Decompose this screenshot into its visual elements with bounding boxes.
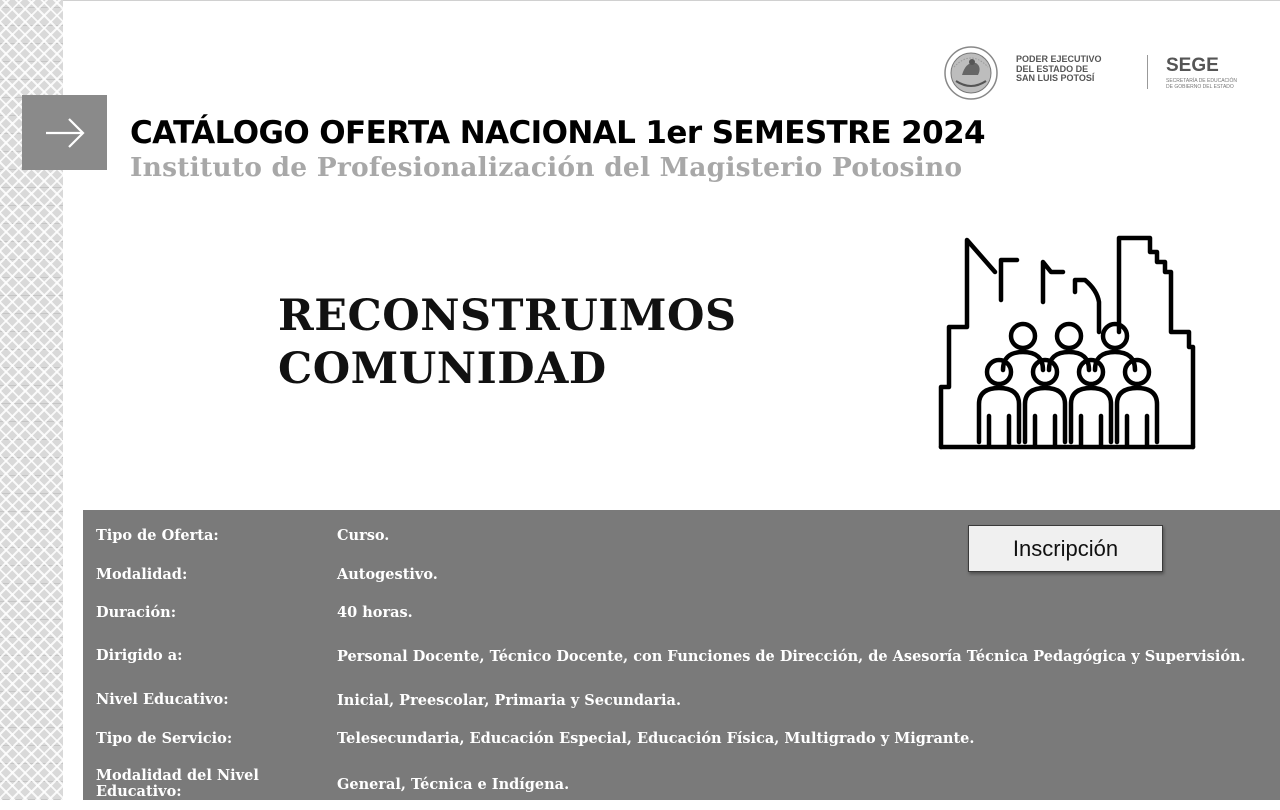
detail-value: Telesecundaria, Educación Especial, Educación Física, Multigrado y Migrante. (337, 730, 975, 747)
detail-label: Tipo de Oferta: (96, 526, 219, 544)
detail-row (96, 681, 1280, 719)
arrow-next-button[interactable] (22, 95, 107, 170)
government-name: PODER EJECUTIVO DEL ESTADO DE SAN LUIS POTOSÍ (1016, 54, 1102, 83)
detail-value: Autogestivo. (337, 566, 438, 583)
enroll-button[interactable]: Inscripción (968, 525, 1163, 572)
sege-logo-title: SEGE (1166, 55, 1219, 76)
logo-divider (1147, 55, 1148, 89)
detail-row (96, 719, 1280, 758)
course-title-line-2: COMUNIDAD (278, 344, 607, 394)
community-city-icon (935, 232, 1200, 454)
detail-value: Personal Docente, Técnico Docente, con Funciones de Dirección, de Asesoría Técnica Pedagógica y Supervisión. (337, 647, 1246, 665)
detail-label: Dirigido a: (96, 647, 183, 664)
state-seal-icon (942, 45, 1000, 101)
course-title-line-1: RECONSTRUIMOS (278, 291, 737, 341)
detail-value: General, Técnica e Indígena. (337, 775, 570, 793)
detail-value: Inicial, Preescolar, Primaria y Secundaria. (337, 691, 681, 709)
detail-row (96, 631, 1280, 681)
detail-row (96, 594, 1280, 631)
detail-value: 40 horas. (337, 604, 413, 621)
government-logos (942, 45, 1267, 101)
detail-label: Modalidad: (96, 565, 188, 583)
page-subtitle: Instituto de Profesionalización del Magisterio Potosino (130, 152, 963, 183)
page-title: CATÁLOGO OFERTA NACIONAL 1er SEMESTRE 2024 (130, 115, 986, 151)
sege-logo-subtitle: SECRETARÍA DE EDUCACIÓN DE GOBIERNO DEL ESTADO (1166, 78, 1238, 90)
detail-label: Tipo de Servicio: (96, 729, 233, 747)
detail-row (96, 758, 1280, 810)
top-border (0, 0, 1280, 1)
detail-value: Curso. (337, 527, 390, 544)
detail-label: Nivel Educativo: (96, 691, 229, 708)
course-title (278, 290, 737, 396)
detail-label: Duración: (96, 603, 177, 621)
detail-label: Modalidad del Nivel Educativo: (96, 767, 259, 800)
arrow-right-icon (43, 115, 87, 151)
